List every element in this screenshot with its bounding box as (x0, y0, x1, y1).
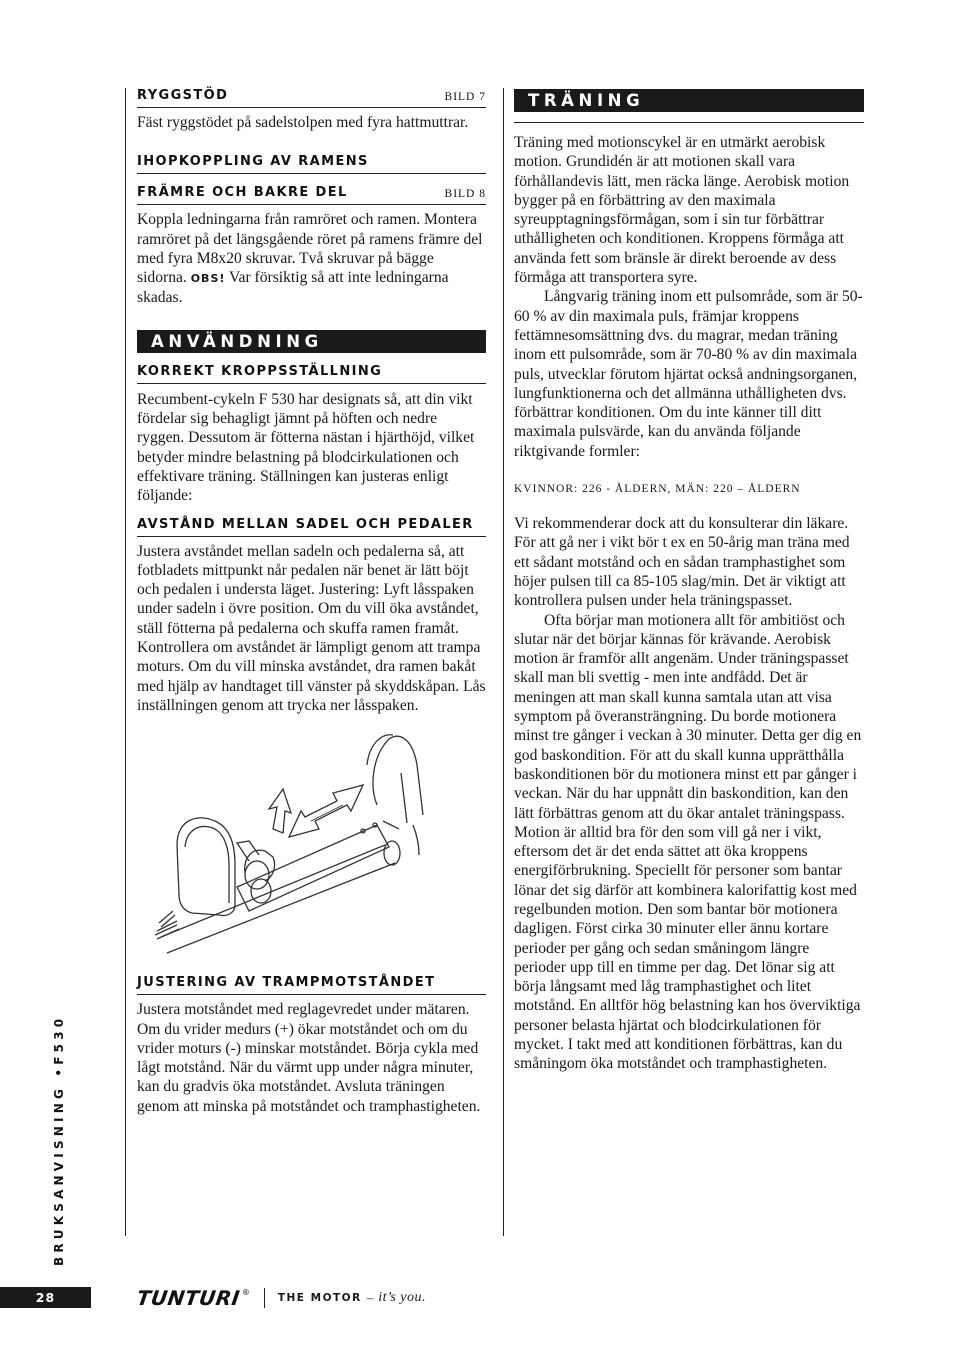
section-heading-ryggstod (137, 88, 486, 108)
section-heading-ihopkoppling (137, 154, 486, 174)
text-part: Var försiktig så att inte ledningarna skadas. (137, 269, 449, 307)
tunturi-logo (137, 1286, 250, 1310)
traning-paragraph-3: Vi rekommenderar dock att du konsulterar din läkare. För att gå ner i vikt bör t ex en 50-årig man träna med ett sådant motstånd och en sådan tramphastighet som höjer pulsen till ca 85-105 slag/min. Det är viktigt att kontrollera pulsen under hela träningspasset. (514, 515, 850, 610)
section-bar-traning: TRÄNING (514, 89, 864, 112)
justering-text: Justera motståndet med reglagevredet under mätaren. Om du vrider medurs (+) ökar motståndet och om du vrider moturs (-) minskar motståndet. Börja cykla med lågt motstånd. När du värmt upp under några minuter, kan du gradvis öka motståndet. Avsluta träningen genom att minska på motståndet och tramphastigheten. (137, 1001, 481, 1115)
section-heading-korrekt (137, 364, 486, 384)
right-column (514, 88, 864, 1074)
traning-paragraph-4: Ofta börjar man motionera allt för ambitiöst och slutar när det börjar kännas för krävande. Aerobisk motion är framför allt angenäm. Under träningspasset skall man bli svettig - men inte andfådd. Det är meningen att man skall kunna samtala utan att visa symptom på överansträngning. Du borde motionera minst tre gånger i veckan à 30 minuter. Detta ger dig en god baskondition. För att du skall kunna upprätthålla baskonditionen bör du motionera minst ett par gånger i veckan. När du har uppnått din baskondition, kan den lätt förbättras genom att du ökar antalet träningspass. Motion är alltid bra för den som vill gå ner i vikt, eftersom det är det enda sättet att öka kroppens energiförbrukning. Speciellt för personer som bantar lönar det sig därför att kombinera kalorifattig kost med regelbunden motion. Den som bantar bör motionera dagligen. Först cirka 30 minuter eller ännu kortare perioder per gång och sedan småningom längre perioder upp till en timme per dag. Det lönar sig att börja långsamt med låg tramphastighet och litet motstånd. En alltför hög belastning kan hos överviktiga personer belasta hjärtat och blodcirkulationen för mycket. I takt med att konditionen förbättras, kan du småningom öka motståndet och tramphastigheten. (514, 611, 862, 1073)
seat-adjustment-illustration (137, 725, 486, 961)
tagline-italic: it’s you. (378, 1290, 426, 1305)
heading-text: KORREKT KROPPSSTÄLLNING (137, 363, 383, 379)
registered-mark: ® (241, 1288, 250, 1297)
figure-reference: BILD 8 (444, 188, 486, 201)
heading-text: FRÄMRE OCH BAKRE DEL (137, 185, 348, 201)
korrekt-text: Recumbent-cykeln F 530 har designats så, att din vikt fördelar sig behagligt jämnt på höften och nedre ryggen. Dessutom är fötterna nästan i hjärthöjd, vilket betyder mindre belastning på blodcirkulationen och effektivare träning. Ställningen kan justeras enligt följande: (137, 390, 475, 505)
section-heading-avstand (137, 517, 486, 537)
left-column (137, 88, 486, 1116)
heading-text: IHOPKOPPLING AV RAMENS (137, 154, 369, 170)
traning-paragraph-1: Träning med motionscykel är en utmärkt aerobisk motion. Grundidén är att motionen skall vara förhållandevis lätt, men räcka länge. Aerobisk motion bygger på en förbättring av den maximala syreupptagningsförmågan, som i sin tur förbättrar uthålligheten och konditionen. Kroppens förmåga att använda fett som bränsle är direkt beroende av dess förmåga att transportera syre. (514, 134, 850, 287)
heading-text: JUSTERING AV TRAMPMOTSTÅNDET (137, 975, 436, 991)
footer-divider (264, 1288, 265, 1308)
section-bar-anvandning: ANVÄNDNING (137, 330, 486, 353)
obs-label: OBS! (190, 272, 226, 286)
figure-reference: BILD 7 (444, 91, 486, 103)
tagline-brand: THE MOTOR (277, 1292, 362, 1304)
bar-underline (514, 122, 864, 123)
sidebar-text: BRUKSANVISNING •F530 (52, 1014, 66, 1266)
text-part: Koppla ledningarna från ramröret och ramen. Montera ramröret på det längsgående röret på ramens främre del med fyra M8x20 skruvar. Två skruvar på bägge sidorna. (137, 211, 483, 287)
page-number: 28 (0, 1287, 91, 1308)
section-heading-framre-bakre (137, 185, 486, 205)
ihopkoppling-text (137, 210, 486, 307)
traning-paragraph-2: Långvarig träning inom ett pulsområde, som är 50-60 % av din maximala puls, främjar kroppens fettämnesomsättning dvs. du magrar, medan träning inom ett pulsområde, som är 70-80 % av din maximala puls, utvecklar förutom hjärtat också andningsorganen, lungfunktionerna och det allmänna uthålligheten dvs. förbättrar konditionen. Om du inte känner till ditt maximala pulsvärde, kan du använda följande riktgivande formler: (514, 288, 863, 460)
column-rule-middle (503, 88, 504, 1236)
logo-wordmark: TUNTURI (135, 1286, 242, 1310)
heading-text: AVSTÅND MELLAN SADEL OCH PEDALER (137, 516, 474, 532)
avstand-text: Justera avståndet mellan sadeln och pedalerna så, att fotbladets mittpunkt når pedalen när benet är lätt böjt och pedalen i understa läget. Justering: Lyft låsspaken under sadeln i övre position. Om du vill öka avståndet, ställ fötterna på pedalerna och skuffa ramen framåt. Kontrollera om avståndet är lämpligt genom att trampa moturs. Om du vill minska avståndet, dra ramen bakåt med hjälp av handtaget till vänster på skyddskåpan. Lås inställningen genom att trycka ner låsspaken. (137, 542, 486, 714)
section-heading-justering (137, 975, 486, 995)
pulse-formula: KVINNOR: 226 - ÅLDERN, MÄN: 220 – ÅLDERN (514, 483, 801, 496)
column-rule-left (125, 88, 126, 1236)
tagline-dash: – (366, 1290, 374, 1305)
ryggstod-text: Fäst ryggstödet på sadelstolpen med fyra hattmuttrar. (137, 114, 469, 131)
footer (137, 1284, 426, 1312)
heading-text: RYGGSTÖD (137, 88, 229, 103)
